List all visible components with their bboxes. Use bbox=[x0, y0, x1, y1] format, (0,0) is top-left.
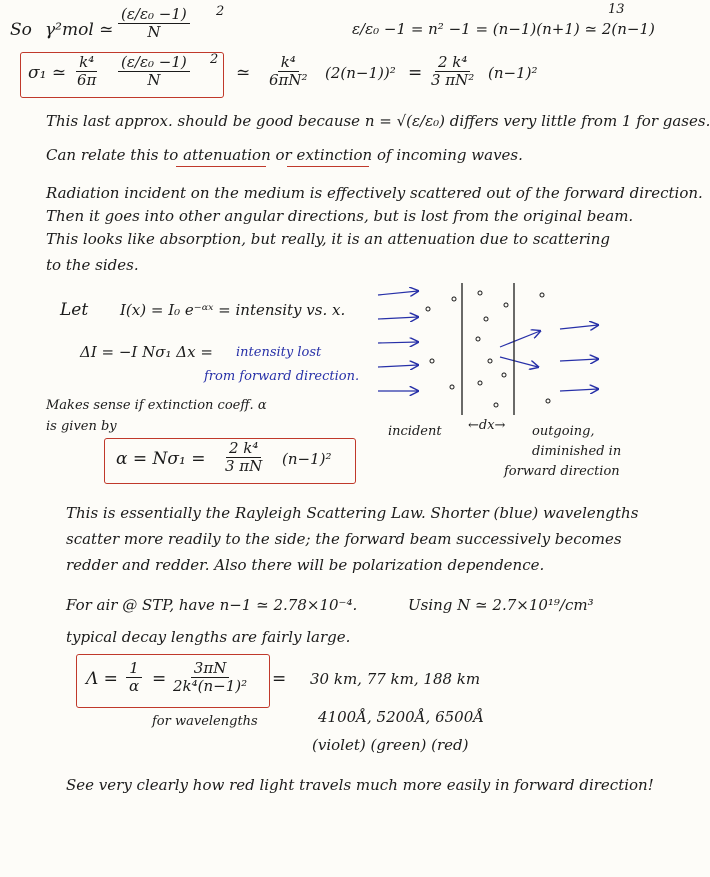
wavelength-colors: (violet) (green) (red) bbox=[312, 736, 469, 754]
intensity-lost-2: from forward direction. bbox=[204, 369, 360, 384]
sigma-square: 2 bbox=[210, 52, 219, 67]
lambda-equals-2: = bbox=[272, 669, 287, 689]
lambda-lhs: Λ = bbox=[86, 669, 118, 689]
scatter-arrow bbox=[500, 331, 540, 347]
particle bbox=[478, 381, 482, 385]
lambda-equals: = bbox=[152, 669, 167, 689]
particle bbox=[504, 303, 508, 307]
radiation-line-3: This looks like absorption, but really, it is an attenuation due to scattering bbox=[46, 230, 611, 248]
outgoing-label-3: forward direction bbox=[504, 464, 620, 479]
attenuation-line: Can relate this to attenuation or extinction of incoming waves. bbox=[46, 146, 523, 164]
particle bbox=[546, 399, 550, 403]
approx-justification: This last approx. should be good because n = √(ε/ε₀) differs very little from 1 for gases. bbox=[46, 112, 710, 130]
equals-sign: = bbox=[408, 63, 423, 83]
radiation-line-1: Radiation incident on the medium is effectively scattered out of the forward direction. bbox=[46, 184, 703, 202]
particle bbox=[478, 291, 482, 295]
incident-arrow bbox=[378, 291, 418, 295]
particle bbox=[430, 359, 434, 363]
particle bbox=[450, 385, 454, 389]
conclusion-line: See very clearly how red light travels much more easily in forward direction! bbox=[66, 776, 654, 794]
particle bbox=[494, 403, 498, 407]
alpha-fraction: $\frac{\text{2 k⁴}}{3 \pi N}$ bbox=[225, 439, 263, 476]
sigma-frac-k4-6piN2: $\frac{\text{k⁴}}{\text{6πN²}}$ bbox=[269, 53, 308, 90]
approx-sign: ≃ bbox=[236, 63, 251, 83]
decay-length-values: 30 km, 77 km, 188 km bbox=[310, 670, 481, 688]
for-wavelengths: for wavelengths bbox=[152, 714, 258, 729]
particle bbox=[484, 317, 488, 321]
intensity-equation: I(x) = I₀ e⁻ᵅˣ = intensity vs. x. bbox=[120, 301, 346, 319]
let-label: Let bbox=[60, 300, 89, 320]
sigma-frac-epsilon: $\frac{\text{(ε/ε₀ −1)}}{N}$ bbox=[118, 54, 190, 90]
air-stp-line: For air @ STP, have n−1 ≃ 2.78×10⁻⁴. bbox=[66, 596, 358, 614]
sigma-two-n-minus-1: (2(n−1))² bbox=[325, 64, 396, 82]
using-n-line: Using N ≃ 2.7×10¹⁹/cm³ bbox=[408, 596, 594, 614]
particle bbox=[502, 373, 506, 377]
incident-arrow bbox=[378, 365, 418, 367]
particle bbox=[476, 337, 480, 341]
sigma-frac-2k4-3piN2: $\frac{\text{2 k⁴}}{\text{3 πN²}}$ bbox=[431, 53, 475, 90]
delta-i-equation: ΔI = −I Nσ₁ Δx = bbox=[80, 343, 213, 361]
lambda-frac-3piN: $\frac{3\pi N}{\text{2k⁴(n−1)²}}$ bbox=[173, 659, 248, 696]
wavelength-values: 4100Å, 5200Å, 6500Å bbox=[318, 708, 485, 726]
lambda-frac-1-alpha: $\frac{1}{\alpha}$ bbox=[126, 660, 142, 696]
attenuation-underline bbox=[176, 166, 266, 167]
so-label: So bbox=[10, 20, 32, 40]
decay-lengths-line: typical decay lengths are fairly large. bbox=[66, 628, 351, 646]
makes-sense-1: Makes sense if extinction coeff. α bbox=[46, 398, 267, 413]
alpha-n-minus-1-sq: (n−1)² bbox=[282, 450, 332, 468]
dx-label: ←dx→ bbox=[468, 418, 506, 433]
particle bbox=[540, 293, 544, 297]
alpha-lhs: α = Nσ₁ = bbox=[116, 449, 206, 469]
extinction-underline bbox=[287, 166, 369, 167]
radiation-line-2: Then it goes into other angular directions, but is lost from the original beam. bbox=[46, 207, 634, 225]
makes-sense-2: is given by bbox=[46, 419, 117, 434]
sigma-n-minus-1-sq: (n−1)² bbox=[488, 64, 538, 82]
incident-label: incident bbox=[388, 424, 442, 439]
outgoing-label-1: outgoing, bbox=[532, 424, 595, 439]
gamma-power: 2 bbox=[216, 4, 225, 19]
sigma-lhs: σ₁ ≃ bbox=[28, 63, 67, 83]
sigma-frac-k4-6pi: $\frac{\text{k⁴}}{6\pi}$ bbox=[77, 53, 97, 90]
intensity-lost-1: intensity lost bbox=[236, 345, 322, 360]
outgoing-arrow bbox=[560, 359, 598, 361]
rayleigh-line-1: This is essentially the Rayleigh Scattering Law. Shorter (blue) wavelengths bbox=[66, 504, 639, 522]
incident-arrow bbox=[378, 317, 418, 319]
particle bbox=[426, 307, 430, 311]
rayleigh-line-3: redder and redder. Also there will be polarization dependence. bbox=[66, 556, 545, 574]
gamma-mol-lhs: γ²mol ≃ bbox=[45, 20, 114, 40]
epsilon-identity: ε/ε₀ −1 = n² −1 = (n−1)(n+1) ≃ 2(n−1) bbox=[352, 20, 655, 38]
rayleigh-line-2: scatter more readily to the side; the forward beam successively becomes bbox=[66, 530, 622, 548]
outgoing-arrow bbox=[560, 389, 598, 391]
scatter-arrow bbox=[500, 357, 538, 367]
outgoing-label-2: diminished in bbox=[532, 444, 622, 459]
incident-arrow bbox=[378, 342, 418, 343]
gamma-fraction: $\frac{\text{(ε/ε₀ −1)}}{N}$ bbox=[118, 6, 190, 42]
particle bbox=[488, 359, 492, 363]
outgoing-arrow bbox=[560, 325, 598, 329]
particle bbox=[452, 297, 456, 301]
radiation-line-4: to the sides. bbox=[46, 256, 139, 274]
page-number: 13 bbox=[608, 2, 625, 17]
